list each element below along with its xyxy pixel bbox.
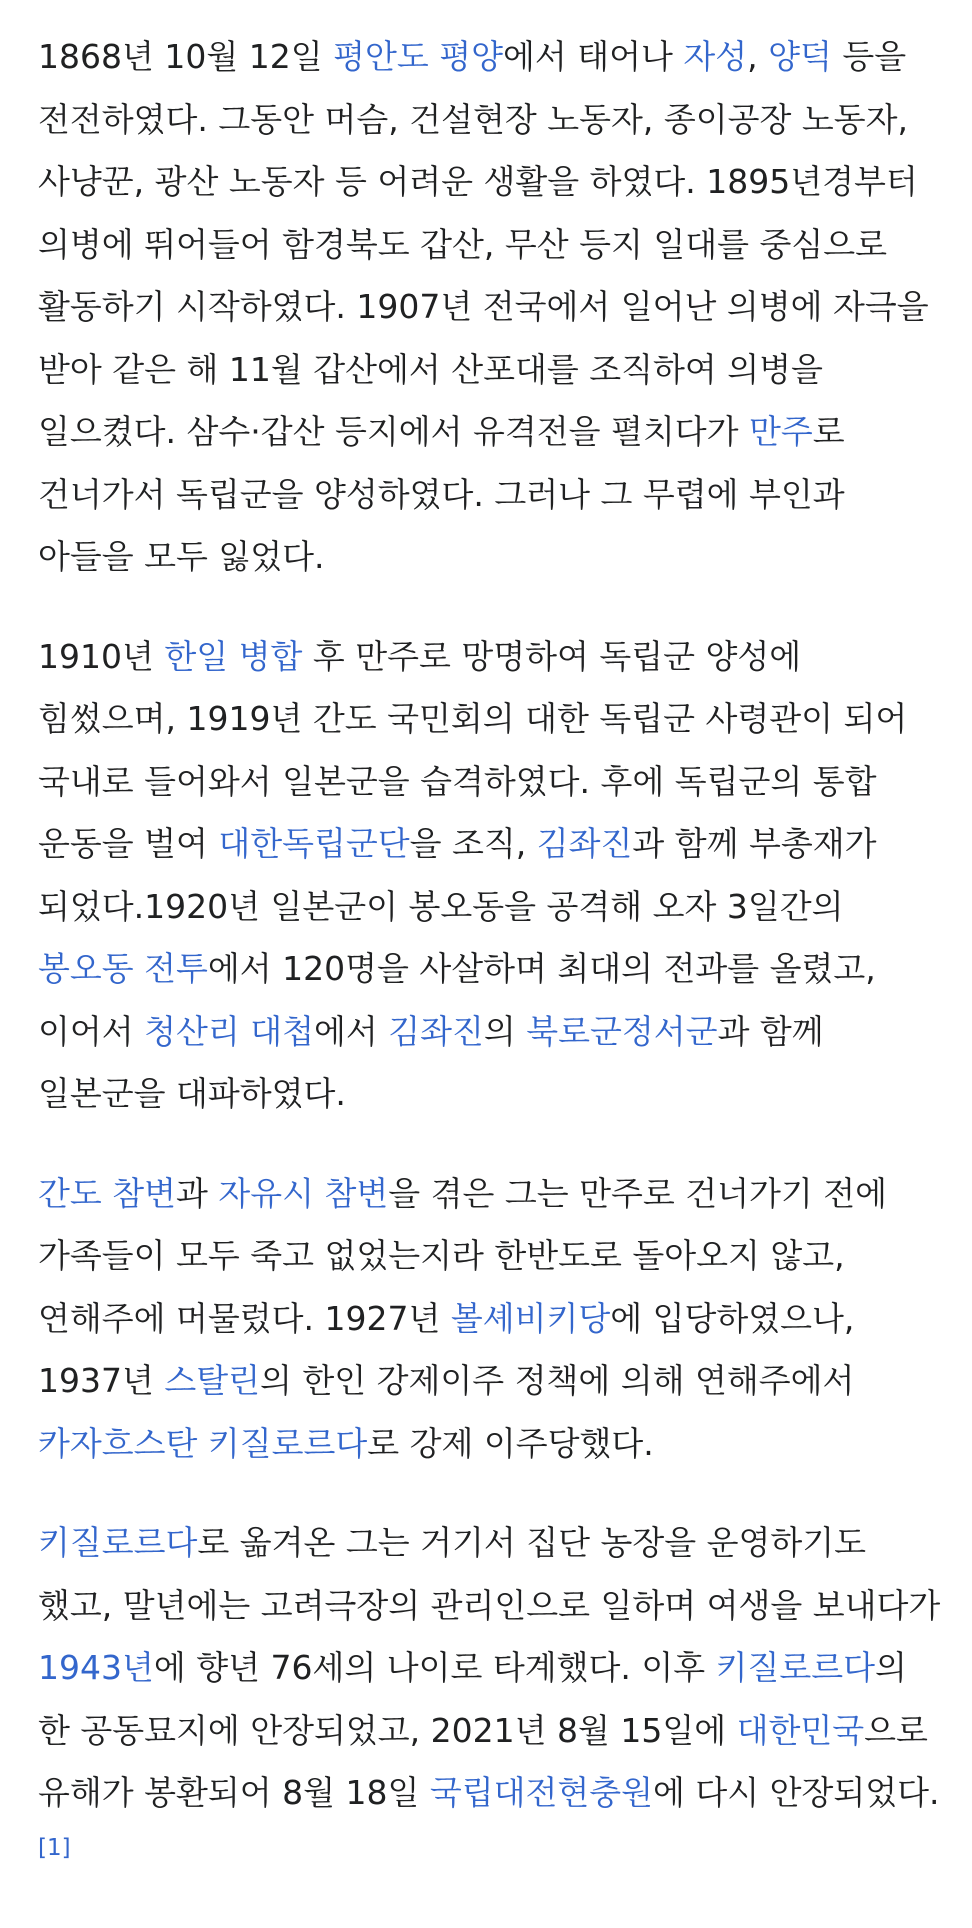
article-link[interactable]: 청산리 대첩 [144,1011,315,1051]
article-link[interactable]: 자성 [683,37,748,76]
article-link[interactable]: 스탈린 [164,1361,260,1400]
paragraph-text: 의 [483,1011,527,1051]
paragraph-text: 로 강제 이주당했다. [367,1423,654,1463]
article-link[interactable]: 볼셰비키당 [450,1298,611,1338]
article-link[interactable]: 자유시 참변 [218,1173,389,1213]
paragraph-text: 과 함께 부총재가 되었다.1920년 일본군이 봉오동을 공격해 오자 3일간의 [38,824,877,926]
article-link[interactable]: 한일 병합 [164,636,303,676]
article-link[interactable]: 봉오동 전투 [38,949,208,988]
article-paragraph [38,1512,942,1887]
paragraph-text: 과 [176,1173,219,1213]
article-link[interactable]: 김좌진 [388,1011,484,1051]
article-paragraph [38,1163,942,1476]
paragraph-text: 로 옮겨온 그는 거기서 집단 농장을 운영하기도 했고, 말년에는 고려극장의 관리인으로 일하며 여생을 보내다가 [38,1523,941,1625]
paragraph-text: 에 향년 76세의 나이로 타계했다. 이후 [153,1648,716,1687]
paragraph-text: 에서 태어나 [502,37,684,76]
reference-superscript [38,1835,71,1861]
paragraph-text: 1910년 [38,636,165,676]
article-body [38,26,942,1887]
article-link[interactable]: 키질로르다 [38,1523,198,1562]
article-link[interactable]: 대한민국 [736,1710,865,1750]
paragraph-text: 을 겪은 그는 만주로 건너가기 전에 가족들이 모두 죽고 없었는지라 한반도로 돌아오지 않고, 연해주에 머물렀다. 1927년 [38,1173,888,1338]
paragraph-text: 의 한 공동묘지에 안장되었고, 2021년 8월 15일에 [38,1648,907,1750]
article-link[interactable]: 1943년 [38,1648,154,1687]
article-link[interactable]: 북로군정서군 [526,1011,718,1051]
article-link[interactable]: 김좌진 [536,824,633,863]
article-link[interactable]: 키질로르다 [715,1648,875,1687]
paragraph-text: 에 입당하였으나, 1937년 [38,1298,855,1400]
paragraph-text: 과 함께 일본군을 대파하였다. [38,1011,824,1113]
article-link[interactable]: 평안도 평양 [333,37,503,76]
article-link[interactable]: 만주 [749,412,813,451]
paragraph-text: 을 조직, [409,824,537,863]
paragraph-text: 1868년 10월 12일 [38,37,334,76]
article-link[interactable]: 양덕 [768,37,832,76]
article-link[interactable]: 간도 참변 [38,1173,177,1213]
paragraph-text: 에서 120명을 사살하며 최대의 전과를 올렸고, 이어서 [38,949,876,1051]
paragraph-text: 등을 전전하였다. 그동안 머슴, 건설현장 노동자, 종이공장 노동자, 사냥꾼, 광산 노동자 등 어려운 생활을 하였다. 1895년경부터 의병에 뛰어들어 함경북도 갑산, 무산 등지 일대를 중심으로 활동하기 시작하였다. 1907년 전국에서 일어난 의병에 자극을 받아 같은 해 11월 갑산에서 산포대를 조직하여 의병을 일으켰다. 삼수·갑산 등지에서 유격전을 펼치다가 [38,37,929,451]
article-paragraph [38,26,942,589]
article-paragraph [38,626,942,1126]
paragraph-text: 로 건너가서 독립군을 양성하였다. 그러나 그 무렵에 부인과 아들을 모두 잃었다. [38,412,845,576]
article-link[interactable]: 카자흐스탄 키질로르다 [38,1423,368,1463]
reference-link[interactable]: [1] [38,1834,71,1861]
article-link[interactable]: 국립대전현충원 [429,1773,654,1812]
paragraph-text: 에 다시 안장되었다. [653,1773,940,1812]
article-link[interactable]: 대한독립군단 [218,824,410,863]
paragraph-text: , [747,37,769,76]
paragraph-text: 으로 유해가 봉환되어 8월 18일 [38,1710,928,1812]
paragraph-text: 후 만주로 망명하여 독립군 양성에 힘썼으며, 1919년 간도 국민회의 대한 독립군 사령관이 되어 국내로 들어와서 일본군을 습격하였다. 후에 독립군의 통합 운동을 벌여 [38,636,908,863]
paragraph-text: 에서 [314,1011,389,1051]
paragraph-text: 의 한인 강제이주 정책에 의해 연해주에서 [260,1361,855,1400]
